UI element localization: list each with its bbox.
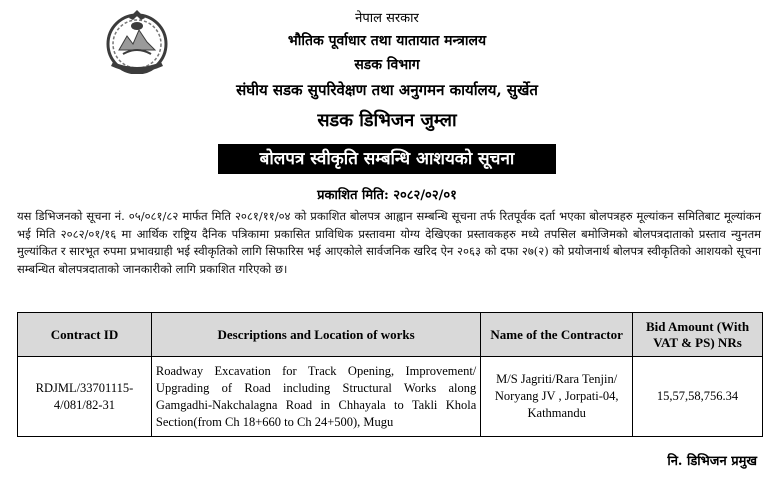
signature-division-chief: नि. डिभिजन प्रमुख <box>667 454 757 469</box>
header-division: सडक डिभिजन जुम्ला <box>317 110 457 131</box>
header-department: सडक विभाग <box>354 57 420 73</box>
header-description: Descriptions and Location of works <box>151 313 480 357</box>
published-date: प्रकाशित मिति: २०८२/०२/०१ <box>317 188 457 203</box>
cell-description: Roadway Excavation for Track Opening, Improvement/ Upgrading of Road including Structural Works along Gamgadhi-Nakchalagna Road in Chhayala to Takli Khola Section(from Ch 18+660 to Ch 24+500), Mugu <box>151 357 480 437</box>
cell-contractor: M/S Jagriti/Rara Tenjin/ Noryang JV , Jorpati-04, Kathmandu <box>481 357 633 437</box>
header-government: नेपाल सरकार <box>355 11 419 26</box>
cell-bid-amount: 15,57,58,756.34 <box>633 357 763 437</box>
header-ministry: भौतिक पूर्वाधार तथा यातायात मन्त्रालय <box>287 33 487 49</box>
notice-body-text: यस डिभिजनको सूचना नं. ०५/०८१/८२ मार्फत मिति २०८१/११/०४ को प्रकाशित बोलपत्र आह्वान सम्बन्धि सूचना तर्फ रितपूर्वक दर्ता भएका बोलपत्रहरु मूल्यांकन समितिबाट मूल्यांकन भई मिति २०८२/०१/१६ मा आर्थिक राष्ट्रिय दैनिक पत्रिकामा प्रकासित प्राविधिक प्रस्तावमा योग्य देखिएका प्रस्तावकहरु मध्ये तपसिल बमोजिमको बोलपत्रदाताको प्रस्ताव न्युनतम मुल्यांकित र सारभूत रुपमा प्रभावग्राही भई स्वीकृतिको लागि सिफारिस भई आएकोले सार्वजनिक खरिद ऐन २०६३ को दफा २७(२) को प्रयोजनार्थ बोलपत्र स्वीकृतिको आशयको सूचना सम्बन्धित बोलपत्रदाताको जानकारीको लागि प्रकाशित गरिएको छ। <box>17 209 761 276</box>
notice-title-banner: बोलपत्र स्वीकृति सम्बन्धि आशयको सूचना <box>218 144 556 174</box>
contract-table <box>17 312 763 437</box>
header-bid-amount: Bid Amount (With VAT & PS) NRs <box>633 313 763 357</box>
table-header-row <box>18 313 763 357</box>
header-office: संघीय सडक सुपरिवेक्षण तथा अनुगमन कार्यालय, सुर्खेत <box>236 81 538 99</box>
header-contractor: Name of the Contractor <box>481 313 633 357</box>
header-contract-id: Contract ID <box>18 313 152 357</box>
cell-contract-id: RDJML/33701115-4/081/82-31 <box>18 357 152 437</box>
table-row <box>18 357 763 437</box>
